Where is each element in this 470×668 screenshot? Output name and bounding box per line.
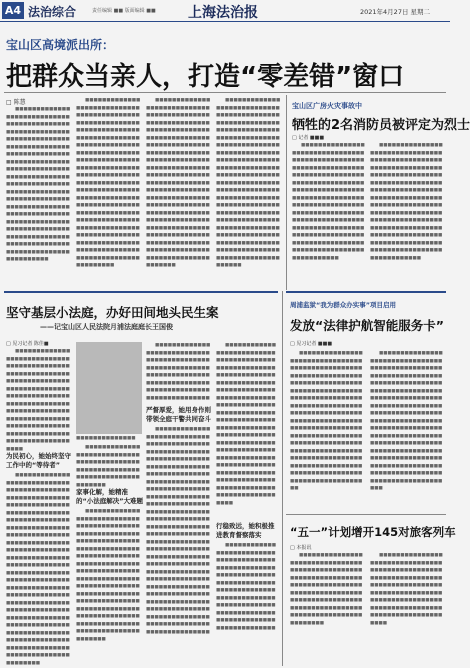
court-sub4: 行稳致远，她积极推进教育督察落实 — [216, 522, 275, 539]
lead-byline: □ 陈慧 — [6, 99, 26, 106]
masthead — [0, 0, 450, 22]
court-photo-caption: ■■■■■■■■■■■■■■ — [76, 436, 136, 441]
metro-byline: □ 本报讯 — [290, 545, 312, 551]
section-name: 法治综合 — [28, 5, 77, 19]
service-headline: 发放“法律护航智能服务卡” — [290, 318, 444, 333]
divider-2 — [286, 514, 446, 515]
court-body-col1b: ■■■■■■■■■■■■■■■■■■■■■■■■■■■■■■■■■■■■■■■■■■■■■■■■■■■■■■■■■■■■■■■■■■■■■■■■■■■■■■■■■■■■■■■■■■■■■■■■■■■■■■■■■■■■■■■■■■■■■■■■■■■■■■■■■■■■■■■■■■■■■■■■■■■■■■■■■■■■■■■■■■■■■■■■■■■■■■■■■■■■■■■■■■■■■■■■■■■■■■■■■■■■■■■■■■■■■■■■■■■■■■■■■■■■■■■■■■■■■■■■■■■■■■■■■■■■■■■■■■■■■■■■■■■■■■■■■■■■■■■■■■■■■■■■■■■■■■■■■■■■■■■■■■■■■■■■■■■■■■■■■■■■■■■■■■■■■■■■■■■■■■■■■■■■■■■■■■■■■■■■■■■■■■■■■■■■■■■■■■■■■ — [6, 473, 71, 666]
divider — [4, 92, 446, 93]
service-header: 周浦监狱“我为群众办实事”项目启用 — [290, 301, 397, 309]
section-rule-2 — [286, 291, 446, 293]
court-body-col3b: ■■■■■■■■■■■■■■■■■■■■■■■■■■■■■■■■■■■■■■■■■■■■■■■■■■■■■■■■■■■■■■■■■■■■■■■■■■■■■■■■■■■■■■■■■■■■■■■■■■■■■■■■■■■■■■■■■■■■■■■■■■■■■■■■■■■■■■■■■■■■■■■■■■■■■■■■■■■■■■■■■■■■■■■■■■■■■■■■■■■■■■■■■■■■■■■■■■■■■■■■■■■■■■■■■■■■■■■■■■■■■■■■■■■■■■■■■■■■■■■■■■■■■■■■■■■■■■■■■■■■■■■■■■■■■■■■■■■■■■■■■■■■■■■■■■■■■■■■■■■■■■■■■■■■■■■■■■■■■■■■■■■■■■■■■■■■■■■■■■■■■■■■■■■■■■■■■■■■■■■■■■■■■■■■■■■■■■■■■■■■■■■■■■■■■■■■■■■■■■■■■■■■■■■■■■■■■■■■■■ — [146, 427, 211, 635]
side-byline: □ 记者 ■■■ — [292, 135, 325, 141]
court-headline: 坚守基层小法庭，办好田间地头民生案 — [6, 305, 219, 320]
lead-body-col3: ■■■■■■■■■■■■■■■■■■■■■■■■■■■■■■■■■■■■■■■■■■■■■■■■■■■■■■■■■■■■■■■■■■■■■■■■■■■■■■■■■■■■■■■■■■■■■■■■■■■■■■■■■■■■■■■■■■■■■■■■■■■■■■■■■■■■■■■■■■■■■■■■■■■■■■■■■■■■■■■■■■■■■■■■■■■■■■■■■■■■■■■■■■■■■■■■■■■■■■■■■■■■■■■■■■■■■■■■■■■■■■■■■■■■■■■■■■■■■■■■■■■■■■■■■■■■■■■■■■■■■■■■■■■■■■■■■■■■■■■■■■■■■■■■■■■■■■■■■■■■■■■■■■■■■■■■■■■■■■■■■■■■■■■■■■■■■■■ — [146, 98, 211, 268]
side-body-col2: ■■■■■■■■■■■■■■■■■■■■■■■■■■■■■■■■■■■■■■■■■■■■■■■■■■■■■■■■■■■■■■■■■■■■■■■■■■■■■■■■■■■■■■■■■■■■■■■■■■■■■■■■■■■■■■■■■■■■■■■■■■■■■■■■■■■■■■■■■■■■■■■■■■■■■■■■■■■■■■■■■■■■■■■■■■■■■■■■■■■■■■■■■■■■■■■■■■■■■■■■■■■■■■■■■■■■■■■■■■■■■■■■■■■■■■■■■■■■■■■■■■■■■■■■■■■■■■■■■■■■■■■■■ — [370, 143, 443, 261]
lead-body-col4: ■■■■■■■■■■■■■■■■■■■■■■■■■■■■■■■■■■■■■■■■■■■■■■■■■■■■■■■■■■■■■■■■■■■■■■■■■■■■■■■■■■■■■■■■■■■■■■■■■■■■■■■■■■■■■■■■■■■■■■■■■■■■■■■■■■■■■■■■■■■■■■■■■■■■■■■■■■■■■■■■■■■■■■■■■■■■■■■■■■■■■■■■■■■■■■■■■■■■■■■■■■■■■■■■■■■■■■■■■■■■■■■■■■■■■■■■■■■■■■■■■■■■■■■■■■■■■■■■■■■■■■■■■■■■■■■■■■■■■■■■■■■■■■■■■■■■■■■■■■■■■■■■■■■■■■■■■■■■■■■■■■■■■■■■■■■■■■ — [216, 98, 281, 268]
metro-body-col2: ■■■■■■■■■■■■■■■■■■■■■■■■■■■■■■■■■■■■■■■■■■■■■■■■■■■■■■■■■■■■■■■■■■■■■■■■■■■■■■■■■■■■■■■■■■■■■■■■■■■■■■■■■■■■■■■■■■■■■■■■■■■■■■■■■■■■■■■■■■■■■■■■■■■■■■■■■■■ — [370, 553, 443, 626]
court-body-col2a: ■■■■■■■■■■■■■■■■■■■■■■■■■■■■■■■■■■■■■■■■■■■■■■■■■■■■■■■■■■■■■■■■■■■■■■■■■■■■■■■■ — [76, 445, 141, 488]
service-body-col2: ■■■■■■■■■■■■■■■■■■■■■■■■■■■■■■■■■■■■■■■■■■■■■■■■■■■■■■■■■■■■■■■■■■■■■■■■■■■■■■■■■■■■■■■■■■■■■■■■■■■■■■■■■■■■■■■■■■■■■■■■■■■■■■■■■■■■■■■■■■■■■■■■■■■■■■■■■■■■■■■■■■■■■■■■■■■■■■■■■■■■■■■■■■■■■■■■■■■■■■■■■■■■■■■■■■■■■■■■■■■■■■■■■■■■■■■■■■■■■■■■■■■■■■■■■■■■■■■■■■■■■■■■■■■■■■■■■■■■■■■■■■■■■■■■■■■■■■■■■■■■■■■■■■■ — [370, 351, 443, 491]
lead-body-col1: ■■■■■■■■■■■■■■■■■■■■■■■■■■■■■■■■■■■■■■■■■■■■■■■■■■■■■■■■■■■■■■■■■■■■■■■■■■■■■■■■■■■■■■■■■■■■■■■■■■■■■■■■■■■■■■■■■■■■■■■■■■■■■■■■■■■■■■■■■■■■■■■■■■■■■■■■■■■■■■■■■■■■■■■■■■■■■■■■■■■■■■■■■■■■■■■■■■■■■■■■■■■■■■■■■■■■■■■■■■■■■■■■■■■■■■■■■■■■■■■■■■■■■■■■■■■■■■■■■■■■■■■■■■■■■■■■■■■■■■■■■■■■■■■■■■■■■■■■■■■■■■■■■■■■ — [6, 107, 71, 262]
court-subhead: ——记宝山区人民法院月浦法庭庭长王国俊 — [40, 323, 173, 331]
side-header: 宝山区广房火灾事故中 — [292, 102, 362, 110]
column-rule-2 — [282, 291, 283, 666]
lead-kicker: 宝山区高境派出所： — [6, 38, 115, 52]
metro-headline: “五一”计划增开145对旅客列车 — [290, 525, 456, 539]
court-body-col1a: ■■■■■■■■■■■■■■■■■■■■■■■■■■■■■■■■■■■■■■■■■■■■■■■■■■■■■■■■■■■■■■■■■■■■■■■■■■■■■■■■■■■■■■■■■■■■■■■■■■■■■■■■■■■■■■■■■■■■■■■■■■■■■■■■■■■■■■■■■■■■■■■■■■■■■■■■■■■■■■■■■■■■■■■■■■■■■■■■■■■■■■■■■■■■■■■■■■■■■ — [6, 349, 71, 452]
column-rule — [286, 95, 287, 290]
editor-line: 责任编辑 ■■ 版面编辑 ■■ — [92, 8, 156, 14]
metro-body-col1: ■■■■■■■■■■■■■■■■■■■■■■■■■■■■■■■■■■■■■■■■■■■■■■■■■■■■■■■■■■■■■■■■■■■■■■■■■■■■■■■■■■■■■■■■■■■■■■■■■■■■■■■■■■■■■■■■■■■■■■■■■■■■■■■■■■■■■■■■■■■■■■■■■■■■■■■■■■■■■■■ — [290, 553, 363, 626]
service-body-col1: ■■■■■■■■■■■■■■■■■■■■■■■■■■■■■■■■■■■■■■■■■■■■■■■■■■■■■■■■■■■■■■■■■■■■■■■■■■■■■■■■■■■■■■■■■■■■■■■■■■■■■■■■■■■■■■■■■■■■■■■■■■■■■■■■■■■■■■■■■■■■■■■■■■■■■■■■■■■■■■■■■■■■■■■■■■■■■■■■■■■■■■■■■■■■■■■■■■■■■■■■■■■■■■■■■■■■■■■■■■■■■■■■■■■■■■■■■■■■■■■■■■■■■■■■■■■■■■■■■■■■■■■■■■■■■■■■■■■■■■■■■■■■■■■■■■■■■■■■■■■■■■■■■■ — [290, 351, 363, 491]
court-sub3: 严督厚爱，她用身作则带领全庭干警共同奋斗 — [146, 406, 211, 423]
court-body-col2b: ■■■■■■■■■■■■■■■■■■■■■■■■■■■■■■■■■■■■■■■■■■■■■■■■■■■■■■■■■■■■■■■■■■■■■■■■■■■■■■■■■■■■■■■■■■■■■■■■■■■■■■■■■■■■■■■■■■■■■■■■■■■■■■■■■■■■■■■■■■■■■■■■■■■■■■■■■■■■■■■■■■■■■■■■■■■■■■■■■■■■■■■■■■■■■■■■■■■■■■■■■■■■■■■■■■■■■■■■■■■■■■■■■■■■■■■■■■■■■■■■■■■■■■■■■■■■■■■■■■■■ — [76, 509, 141, 642]
section-badge: A4 — [2, 2, 24, 19]
service-byline: □ 见习记者 ■■■ — [290, 341, 333, 347]
court-byline: □ 见习记者 陈佳■ — [6, 341, 49, 347]
lead-headline: 把群众当亲人，打造“零差错”窗口 — [6, 62, 405, 92]
paper-logo: 上海法治报 — [188, 5, 258, 21]
court-body-col3a: ■■■■■■■■■■■■■■■■■■■■■■■■■■■■■■■■■■■■■■■■■■■■■■■■■■■■■■■■■■■■■■■■■■■■■■■■■■■■■■■■■■■■■■■■■■■■■■■■■■■■■■■■■■■■■■■■■■■■■■ — [146, 343, 211, 401]
section-rule — [4, 291, 278, 293]
side-headline: 牺牲的2名消防员被评定为烈士 — [292, 118, 470, 133]
court-photo — [76, 342, 142, 434]
court-sub1: 为民初心，她始终坚守工作中的“等待者” — [6, 452, 71, 469]
issue-date: 2021年4月27日 星期二 — [360, 8, 431, 16]
lead-body-col2: ■■■■■■■■■■■■■■■■■■■■■■■■■■■■■■■■■■■■■■■■■■■■■■■■■■■■■■■■■■■■■■■■■■■■■■■■■■■■■■■■■■■■■■■■■■■■■■■■■■■■■■■■■■■■■■■■■■■■■■■■■■■■■■■■■■■■■■■■■■■■■■■■■■■■■■■■■■■■■■■■■■■■■■■■■■■■■■■■■■■■■■■■■■■■■■■■■■■■■■■■■■■■■■■■■■■■■■■■■■■■■■■■■■■■■■■■■■■■■■■■■■■■■■■■■■■■■■■■■■■■■■■■■■■■■■■■■■■■■■■■■■■■■■■■■■■■■■■■■■■■■■■■■■■■■■■■■■■■■■■■■■■■■■■■■■■■■■■■■ — [76, 98, 141, 268]
side-body-col1: ■■■■■■■■■■■■■■■■■■■■■■■■■■■■■■■■■■■■■■■■■■■■■■■■■■■■■■■■■■■■■■■■■■■■■■■■■■■■■■■■■■■■■■■■■■■■■■■■■■■■■■■■■■■■■■■■■■■■■■■■■■■■■■■■■■■■■■■■■■■■■■■■■■■■■■■■■■■■■■■■■■■■■■■■■■■■■■■■■■■■■■■■■■■■■■■■■■■■■■■■■■■■■■■■■■■■■■■■■■■■■■■■■■■■■■■■■■■■■■■■■■■■■■■■■■■■■■■■■■■■■■■■ — [292, 143, 365, 261]
court-body-col4b: ■■■■■■■■■■■■■■■■■■■■■■■■■■■■■■■■■■■■■■■■■■■■■■■■■■■■■■■■■■■■■■■■■■■■■■■■■■■■■■■■■■■■■■■■■■■■■■■■■■■■■■■■■■■■■■■■■■■■■■■■■■■■■■■■■■■■■■■■■■■■■■■■■■■■■■■■■■■■■■■■■■■■■■ — [216, 543, 277, 631]
court-body-col4a: ■■■■■■■■■■■■■■■■■■■■■■■■■■■■■■■■■■■■■■■■■■■■■■■■■■■■■■■■■■■■■■■■■■■■■■■■■■■■■■■■■■■■■■■■■■■■■■■■■■■■■■■■■■■■■■■■■■■■■■■■■■■■■■■■■■■■■■■■■■■■■■■■■■■■■■■■■■■■■■■■■■■■■■■■■■■■■■■■■■■■■■■■■■■■■■■■■■■■■■■■■■■■■■■■■■■■■■■■■■■■■■■■■■■■■■■■■■■■■■■■■■■■■■■■■■■■■■■■■■■■■■■■■■■■■■■■■■■■■■■■■■■■■■■■■■■■■■■■ — [216, 343, 277, 506]
court-sub2: 家事化解，她精准的“小法庭解决”大难题 — [76, 488, 144, 505]
